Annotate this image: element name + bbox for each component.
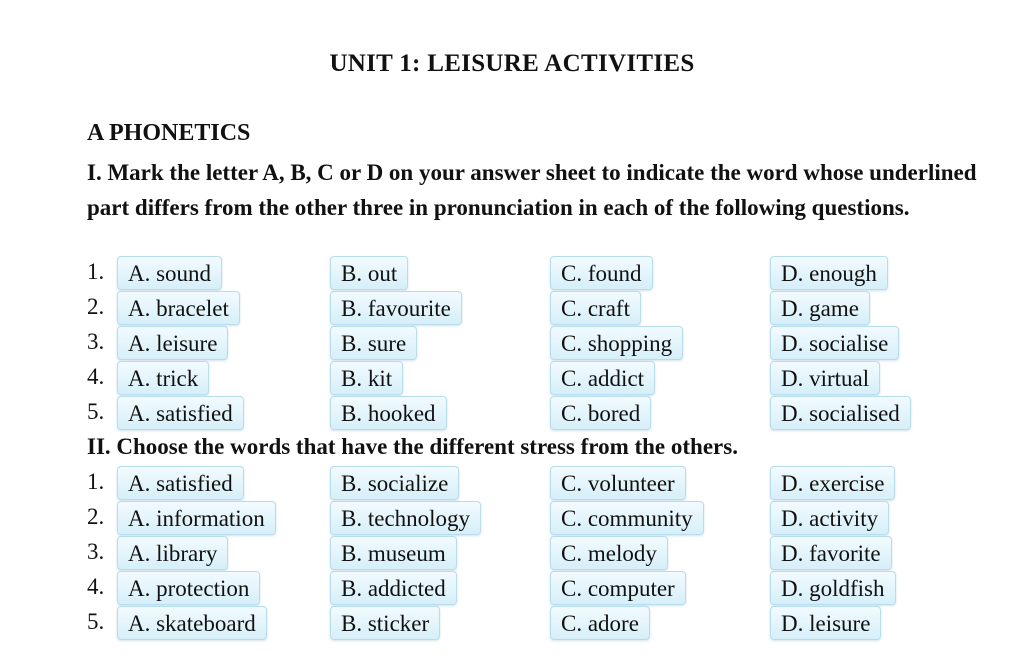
answer-option-c[interactable]: C. computer: [550, 571, 686, 605]
answer-option-a[interactable]: A. leisure: [117, 326, 228, 360]
answer-option-d[interactable]: D. socialised: [770, 396, 911, 430]
answer-option-a[interactable]: A. library: [117, 536, 228, 570]
question-number: 1.: [87, 469, 105, 494]
answer-option-c[interactable]: C. melody: [550, 536, 668, 570]
answer-option-d[interactable]: D. socialise: [770, 326, 899, 360]
question-row: [87, 606, 987, 636]
answer-option-b[interactable]: B. sure: [330, 326, 417, 360]
answer-option-b[interactable]: B. technology: [330, 501, 481, 535]
answer-option-a[interactable]: A. satisfied: [117, 396, 244, 430]
answer-option-b[interactable]: B. sticker: [330, 606, 440, 640]
unit-title: UNIT 1: LEISURE ACTIVITIES: [329, 50, 695, 77]
answer-option-b[interactable]: B. museum: [330, 536, 457, 570]
answer-option-a[interactable]: A. bracelet: [117, 291, 240, 325]
question-row: [87, 396, 987, 426]
answer-option-d[interactable]: D. activity: [770, 501, 889, 535]
question-row: [87, 571, 987, 601]
question-number: 3.: [87, 329, 105, 354]
answer-option-d[interactable]: D. exercise: [770, 466, 895, 500]
question-row: [87, 256, 987, 286]
question-number: 2.: [87, 294, 105, 319]
part2-instruction: II. Choose the words that have the different stress from the others.: [87, 434, 738, 459]
question-row: [87, 536, 987, 566]
answer-option-c[interactable]: C. addict: [550, 361, 655, 395]
answer-option-a[interactable]: A. sound: [117, 256, 222, 290]
answer-option-d[interactable]: D. game: [770, 291, 870, 325]
answer-option-d[interactable]: D. leisure: [770, 606, 881, 640]
answer-option-b[interactable]: B. favourite: [330, 291, 462, 325]
answer-option-b[interactable]: B. addicted: [330, 571, 457, 605]
question-number: 4.: [87, 574, 105, 599]
question-number: 1.: [87, 259, 105, 284]
answer-option-c[interactable]: C. adore: [550, 606, 650, 640]
answer-option-a[interactable]: A. protection: [117, 571, 260, 605]
question-number: 4.: [87, 364, 105, 389]
answer-option-b[interactable]: B. kit: [330, 361, 403, 395]
answer-option-d[interactable]: D. enough: [770, 256, 888, 290]
question-row: [87, 466, 987, 496]
answer-option-c[interactable]: C. craft: [550, 291, 641, 325]
question-row: [87, 501, 987, 531]
answer-option-c[interactable]: C. bored: [550, 396, 651, 430]
question-row: [87, 326, 987, 356]
question-number: 3.: [87, 539, 105, 564]
answer-option-d[interactable]: D. favorite: [770, 536, 892, 570]
answer-option-b[interactable]: B. socialize: [330, 466, 459, 500]
section-heading: A PHONETICS: [87, 120, 251, 146]
answer-option-d[interactable]: D. goldfish: [770, 571, 896, 605]
answer-option-c[interactable]: C. shopping: [550, 326, 683, 360]
question-row: [87, 361, 987, 391]
answer-option-c[interactable]: C. community: [550, 501, 704, 535]
answer-option-a[interactable]: A. trick: [117, 361, 209, 395]
answer-option-a[interactable]: A. skateboard: [117, 606, 267, 640]
answer-option-b[interactable]: B. out: [330, 256, 408, 290]
answer-option-a[interactable]: A. satisfied: [117, 466, 244, 500]
answer-option-d[interactable]: D. virtual: [770, 361, 880, 395]
question-number: 5.: [87, 399, 105, 424]
answer-option-c[interactable]: C. volunteer: [550, 466, 686, 500]
question-row: [87, 291, 987, 321]
question-number: 2.: [87, 504, 105, 529]
question-number: 5.: [87, 609, 105, 634]
answer-option-b[interactable]: B. hooked: [330, 396, 447, 430]
part1-instruction: I. Mark the letter A, B, C or D on your answer sheet to indicate the word whose underlined part differs from the other three in pronunciation in each of the following questions.: [87, 160, 977, 220]
answer-option-c[interactable]: C. found: [550, 256, 653, 290]
answer-option-a[interactable]: A. information: [117, 501, 276, 535]
